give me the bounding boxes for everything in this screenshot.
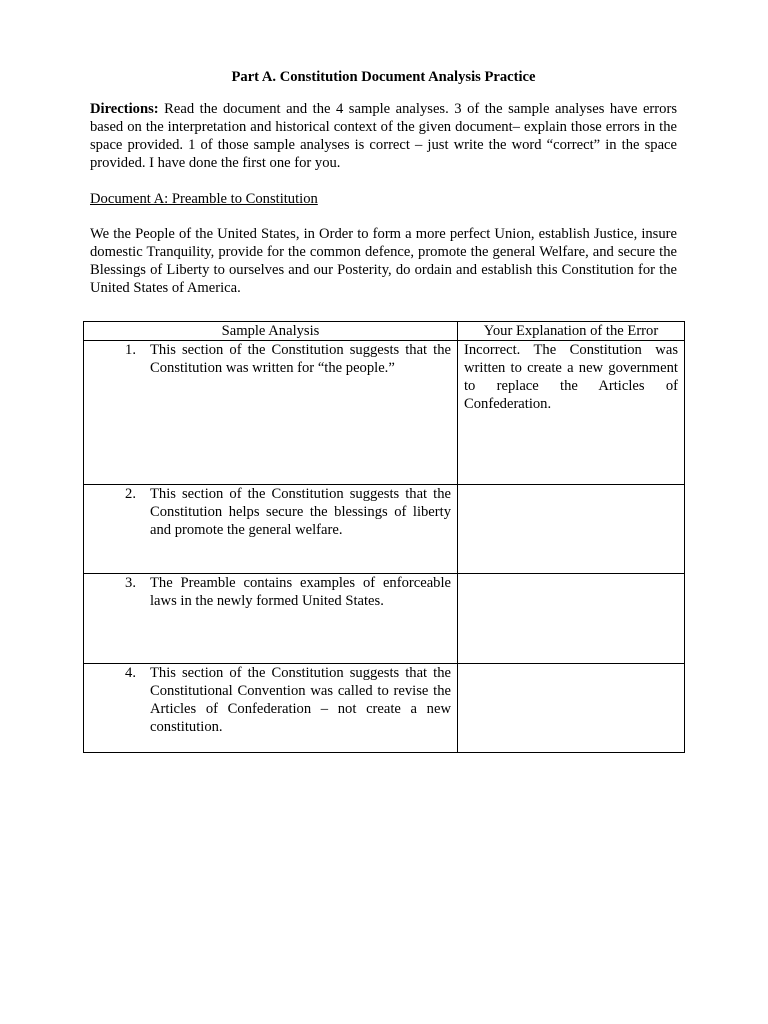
analysis-cell — [84, 341, 458, 485]
analysis-text: This section of the Constitution suggests that the Constitution was written for “the people.” — [150, 342, 451, 376]
analysis-text: This section of the Constitution suggests that the Constitutional Convention was called to revise the Articles of Confederation – not create a new constitution. — [150, 665, 451, 735]
table-row — [84, 574, 685, 664]
table-row — [84, 341, 685, 485]
analysis-cell — [84, 485, 458, 574]
document-heading: Document A: Preamble to Constitution — [90, 191, 318, 207]
table-row — [84, 664, 685, 753]
item-number: 2. — [125, 486, 136, 502]
table-row — [84, 485, 685, 574]
analysis-text: The Preamble contains examples of enforceable laws in the newly formed United States. — [150, 575, 451, 609]
explanation-cell[interactable] — [458, 341, 685, 485]
document-page — [90, 68, 677, 297]
analysis-cell — [84, 664, 458, 753]
preamble-text: We the People of the United States, in Order to form a more perfect Union, establish Justice, insure domestic Tranquility, provide for the common defence, promote the general Welfare, and secure the Blessings of Liberty to ourselves and our Posterity, do ordain and establish this Constitution for the United States of America. — [90, 226, 677, 296]
table-header-row — [84, 322, 685, 341]
explanation-text: Incorrect. The Constitution was written to create a new government to replace the Articles of Confederation. — [464, 342, 678, 412]
page-title: Part A. Constitution Document Analysis Practice — [231, 69, 536, 85]
explanation-cell[interactable] — [458, 485, 685, 574]
analysis-text: This section of the Constitution suggests that the Constitution helps secure the blessings of liberty and promote the general welfare. — [150, 486, 451, 538]
directions-label: Directions: — [90, 101, 159, 117]
item-number: 1. — [125, 342, 136, 358]
item-number: 4. — [125, 665, 136, 681]
explanation-cell[interactable] — [458, 574, 685, 664]
analysis-cell — [84, 574, 458, 664]
header-sample-analysis: Sample Analysis — [84, 322, 458, 341]
explanation-cell[interactable] — [458, 664, 685, 753]
item-number: 3. — [125, 575, 136, 591]
analysis-table — [83, 321, 685, 753]
directions-paragraph — [90, 100, 677, 172]
directions-text: Read the document and the 4 sample analyses. 3 of the sample analyses have errors based on the interpretation and historical context of the given document– explain those errors in the space provided. 1 of those sample analyses is correct – just write the word “correct” in the space provided. I have done the first one for you. — [90, 101, 677, 171]
header-explanation: Your Explanation of the Error — [458, 322, 685, 341]
